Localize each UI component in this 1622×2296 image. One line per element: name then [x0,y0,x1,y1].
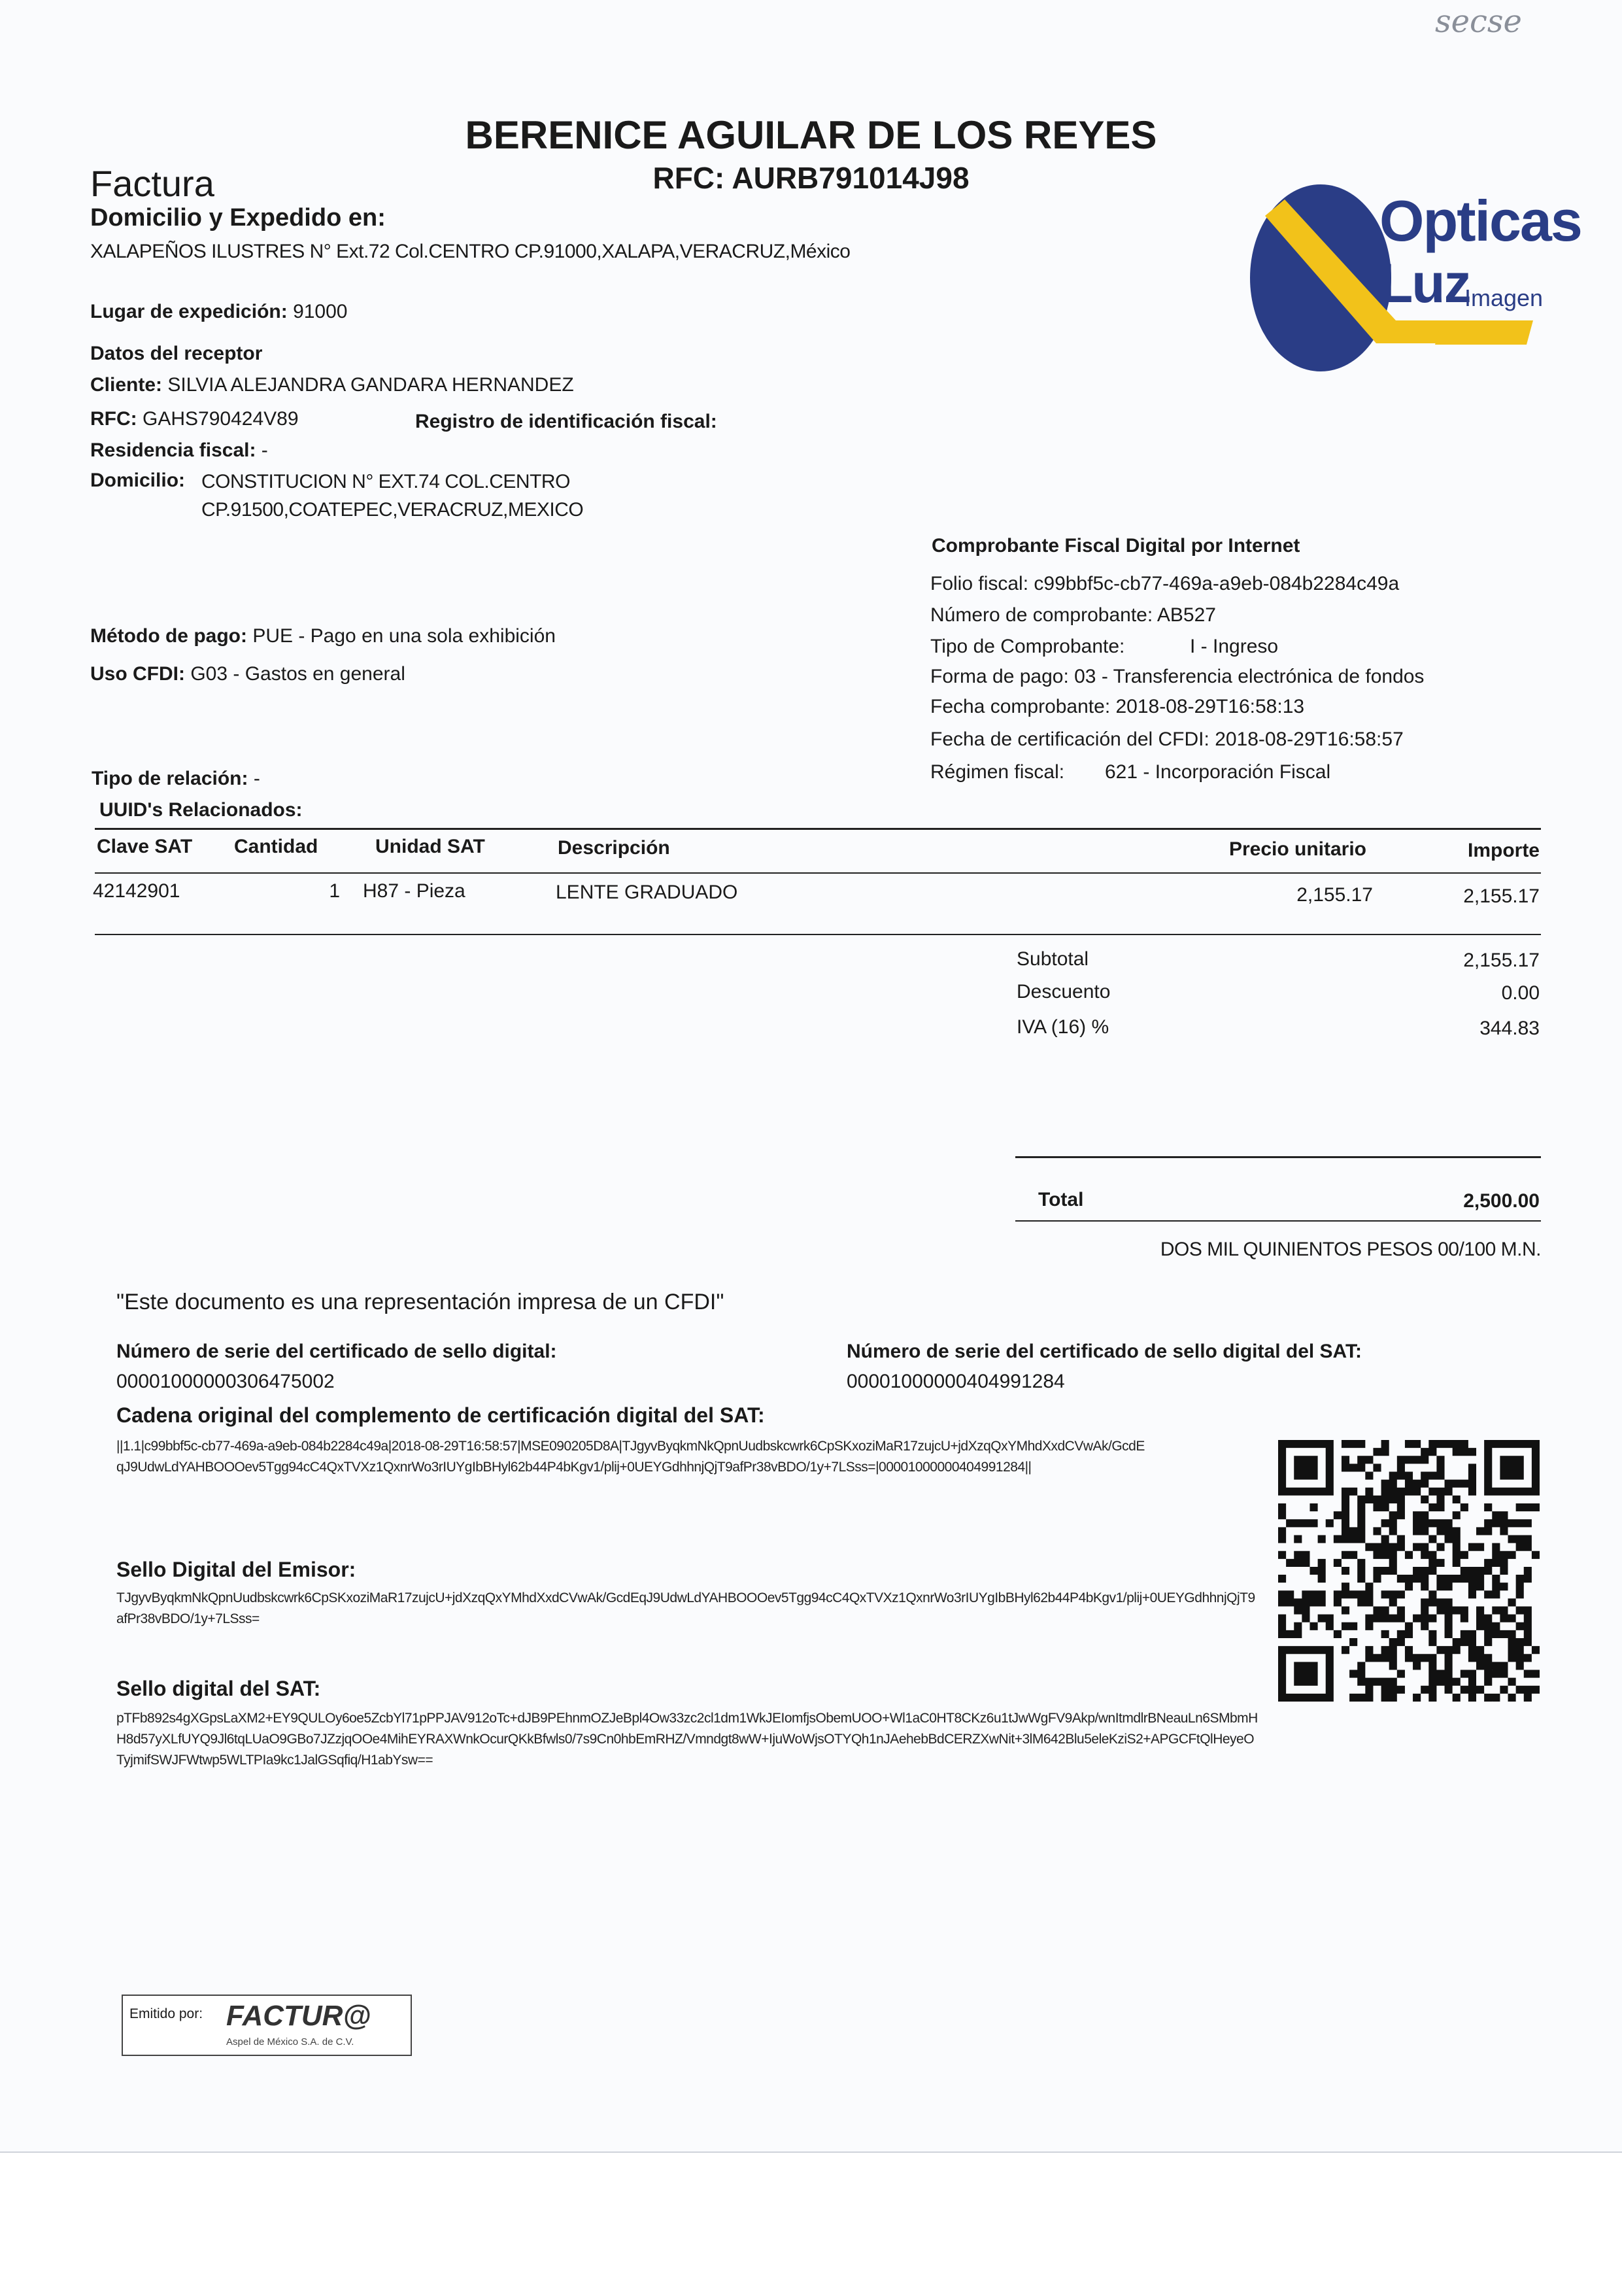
emitter-rfc: RFC: AURB791014J98 [652,161,970,195]
domicilio-label: Domicilio y Expedido en: [90,204,386,231]
row-descripcion: LENTE GRADUADO [556,882,738,903]
cert-value: 00001000000306475002 [116,1371,335,1392]
receptor-rfc-value: GAHS790424V89 [143,408,299,430]
tipo-relacion [92,768,260,790]
row-unidad: H87 - Pieza [363,880,465,902]
cert-sat-label: Número de serie del certificado de sello digital del SAT: [847,1341,1362,1362]
uuid-relacionados-label: UUID's Relacionados: [99,799,303,821]
row-importe: 2,155.17 [1463,885,1540,907]
col-header-importe: Importe [1467,840,1540,861]
iva-label: IVA (16) % [1017,1016,1109,1038]
cadena-original: ||1.1|c99bbf5c-cb77-469a-a9eb-084b2284c49a|2018-08-29T16:58:57|MSE090205D8A|TJgyvByqkmNkQpnUudbskcwrk6CpSKxoziMaR17zujcU+jdXzqQxYMhdXxdCVwAk/GcdEqJ9UdwLdYAHBOOOev5Tgg94cC4QxTVXz1QxnrWo3rIUYgIbBHyl62b44P4bKgv1/plij+0UEYGdhhnjQjT9afPr38vBDO/1y+7LSss=|00001000000404991284|| [116,1439,1145,1475]
tipo-comprobante-label: Tipo de Comprobante: [930,636,1125,657]
numero-label: Número de comprobante: [930,604,1153,626]
sello-emisor-label: Sello Digital del Emisor: [116,1558,356,1581]
tipo-comprobante-value: I - Ingreso [1190,636,1279,657]
uso-cfdi [90,663,405,685]
receptor-domicilio-line1: CONSTITUCION N° EXT.74 COL.CENTRO [201,471,570,492]
col-header-clave: Clave SAT [97,836,193,857]
row-precio: 2,155.17 [1296,884,1373,906]
numero-value: AB527 [1157,604,1216,626]
fecha-cert-label: Fecha de certificación del CFDI: [930,728,1209,750]
col-header-cantidad: Cantidad [234,836,318,857]
scan-background-edge [0,2151,1622,2296]
registro-label: Registro de identificación fiscal: [415,411,717,432]
cfdi-note: "Este documento es una representación impresa de un CFDI" [116,1290,724,1314]
col-header-unidad: Unidad SAT [375,836,485,857]
handwritten-note: secse [1435,3,1522,40]
fecha-cert-value: 2018-08-29T16:58:57 [1215,728,1404,750]
receptor-rfc [90,408,299,430]
sello-sat-label: Sello digital del SAT: [116,1677,321,1700]
regimen-fiscal-value: 621 - Incorporación Fiscal [1105,761,1331,783]
sello-sat: pTFb892s4gXGpsLaXM2+EY9QULOy6oe5ZcbYl71pPPJAV912oTc+dJB9PEhnmOZJeBpl4Ow33zc2cl1dm1WkJEIomfjsObemUOO+Wl1aC0HT8CKz6u1tJwWgFV9Akp/wnItmdlrBNeauLn6SMbmHH8d57yXLfUYQ9Jl6tqLUaO9GBo7JZzjqOOe4MihEYRAXWnkOcurQKkBfwls0/7s9Cn0hbEmRHZ/Vmndgt8wW+IjuWoWjsOTYQh1nJAehebBdCERZXwNit+3lM642Blu5eleKziS2+APGCFtQlHeyeOTyjmifSWJFWtwp5WLTPIa9kc1JalGSqfiq/H1abYsw== [116,1711,1258,1768]
subtotal-value: 2,155.17 [1463,950,1540,971]
table-top-rule [95,828,1541,830]
metodo-label: Método de pago: [90,625,247,647]
metodo-value: PUE - Pago en una sola exhibición [252,625,556,647]
logo-text-imagen: Imagen [1464,284,1544,311]
col-header-descripcion: Descripción [558,837,670,859]
fecha-label: Fecha comprobante: [930,696,1111,717]
cfdi-title: Comprobante Fiscal Digital por Internet [932,535,1300,557]
col-header-precio: Precio unitario [1228,838,1366,860]
regimen-fiscal-label: Régimen fiscal: [930,761,1065,783]
uso-label: Uso CFDI: [90,663,185,685]
qr-code-graphic [1278,1440,1540,1702]
receptor-section-label: Datos del receptor [90,343,263,364]
total-en-letra: DOS MIL QUINIENTOS PESOS 00/100 M.N. [1160,1239,1541,1260]
residencia-fiscal [90,439,268,462]
tipo-relacion-label: Tipo de relación: [92,768,248,789]
receptor-rfc-label: RFC: [90,408,137,430]
emitter-address: XALAPEÑOS ILUSTRES N° Ext.72 Col.CENTRO CP.91000,XALAPA,VERACRUZ,México [90,241,851,262]
aspel-subtitle: Aspel de México S.A. de C.V. [226,2036,354,2048]
numero-comprobante [930,604,1216,626]
uso-value: G03 - Gastos en general [190,663,405,685]
emitido-label: Emitido por: [129,2006,203,2021]
forma-pago: Forma de pago: 03 - Transferencia electrónica de fondos [930,666,1425,687]
logo-text-opticas: Opticas [1379,188,1581,253]
lugar-expedicion [90,301,348,323]
cliente [90,374,574,396]
cert-label: Número de serie del certificado de sello digital: [116,1341,557,1362]
row-cantidad: 1 [329,880,340,902]
qr-finder-center [1294,1456,1317,1479]
company-logo [1245,180,1581,376]
lugar-value: 91000 [293,301,348,322]
receptor-domicilio-label: Domicilio: [90,470,186,491]
logo-text-luz: Luz [1379,252,1470,314]
fecha-value: 2018-08-29T16:58:13 [1115,696,1305,717]
total-underline [1015,1220,1541,1222]
receptor-domicilio-line2: CP.91500,COATEPEC,VERACRUZ,MEXICO [201,499,584,521]
qr-finder-center [1500,1456,1523,1479]
fecha-comprobante [930,696,1304,718]
total-value: 2,500.00 [1463,1190,1540,1212]
tipo-relacion-value: - [253,768,260,789]
totals-rule [1015,1156,1541,1158]
qr-code [1278,1440,1540,1702]
table-header-rule [95,872,1541,874]
qr-finder-center [1294,1662,1317,1685]
sello-emisor: TJgyvByqkmNkQpnUudbskcwrk6CpSKxoziMaR17zujcU+jdXzqQxYMhdXxdCVwAk/GcdEqJ9UdwLdYAHBOOOev5Tgg94cC4QxTVXz1QxnrWo3rIUYgIbBHyl62b44P4bKgv1/plij+0UEYGdhhnjQjT9afPr38vBDO/1y+7LSss= [116,1590,1255,1626]
folio-fiscal: Folio fiscal: c99bbf5c-cb77-469a-a9eb-084b2284c49a [930,573,1400,594]
emitter-name: BERENICE AGUILAR DE LOS REYES [465,113,1157,157]
cliente-label: Cliente: [90,374,163,396]
iva-value: 344.83 [1479,1018,1540,1039]
cliente-value: SILVIA ALEJANDRA GANDARA HERNANDEZ [167,374,574,396]
subtotal-label: Subtotal [1017,948,1089,970]
metodo-pago [90,625,556,647]
residencia-label: Residencia fiscal: [90,439,256,461]
emitido-por-stamp [122,1995,412,2056]
document-type: Factura [90,163,214,204]
lugar-label: Lugar de expedición: [90,301,288,322]
total-label: Total [1038,1189,1084,1210]
row-clave: 42142901 [93,880,180,902]
descuento-label: Descuento [1017,981,1111,1002]
cert-sat-value: 00001000000404991284 [847,1371,1065,1392]
factura-brand: FACTUR@ [226,2000,371,2032]
residencia-value: - [261,439,268,461]
table-bottom-rule [95,934,1541,935]
fecha-certificacion [930,728,1404,751]
descuento-value: 0.00 [1501,982,1540,1004]
cadena-label: Cadena original del complemento de certificación digital del SAT: [116,1403,765,1427]
